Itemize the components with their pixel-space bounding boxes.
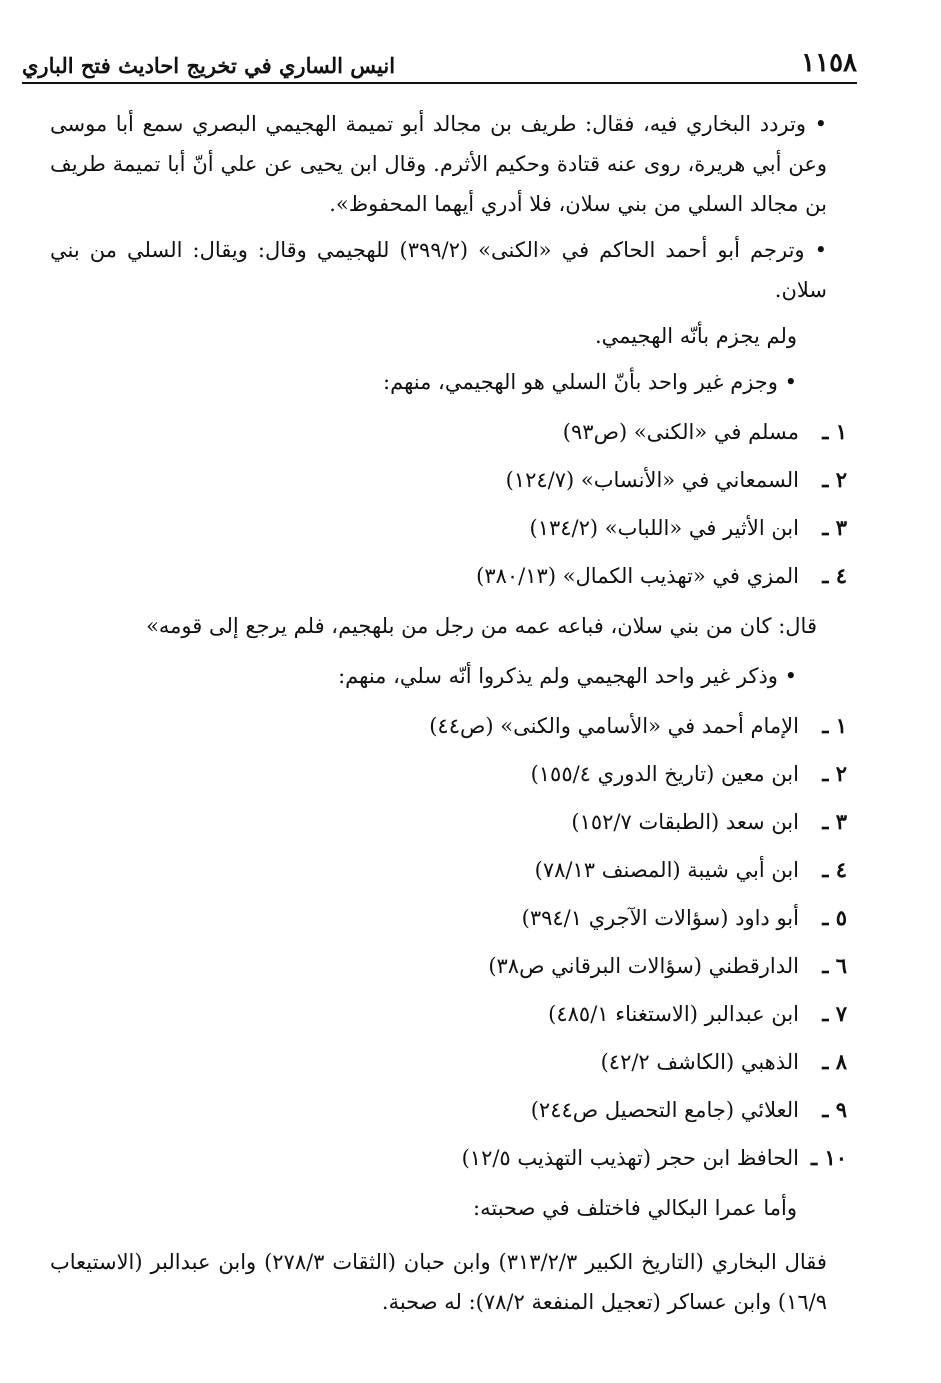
spacer — [50, 1234, 857, 1242]
paragraph-companionship: فقال البخاري (التاريخ الكبير ٣١٣/٢/٣) وابن حبان (الثقات ٢٧٨/٣) وابن عبدالبر (الاستيعاب ١٦/٩) وابن عساكر (تعجيل المنفعة ٧٨/٢): له صحبة. — [50, 1250, 827, 1314]
list-item: ٣ ـ ابن سعد (الطبقات ١٥٢/٧) — [571, 809, 847, 834]
paragraph-no-certainty: ولم يجزم بأنّه الهجيمي. — [594, 324, 797, 348]
paragraph-hakim: • وترجم أبو أحمد الحاكم في «الكنى» (٣٩٩/٢) للهجيمي وقال: ويقال: السلي من بني سلان. — [50, 230, 857, 310]
list-item: ١ ـ الإمام أحمد في «الأسامي والكنى» (ص٤٤) — [429, 713, 847, 738]
list-item: ١٠ ـ الحافظ ابن حجر (تهذيب التهذيب ١٢/٥) — [461, 1145, 847, 1170]
list-item: ٤ ـ ابن أبي شيبة (المصنف ٧٨/١٣) — [534, 857, 847, 882]
page-number: ١١٥٨ — [801, 48, 857, 78]
list-agreeing-scholars — [50, 408, 857, 600]
mizzi-quote: قال: كان من بني سلان، فباعه عمه من رجل من بلهجيم، فلم يرجع إلى قومه» — [146, 614, 817, 638]
list-item: ٣ ـ ابن الأثير في «اللباب» (١٣٤/٢) — [529, 515, 847, 540]
paragraph-others-intro: • وذكر غير واحد الهجيمي ولم يذكروا أنّه سلي، منهم: — [50, 656, 857, 696]
page-body — [50, 104, 857, 1328]
list-item: ٥ ـ أبو داود (سؤالات الآجري ٣٩٤/١) — [521, 905, 847, 930]
paragraph-bakkali: وأما عمرا البكالي فاختلف في صحبته: — [473, 1196, 797, 1220]
list-item: ٢ ـ ابن معين (تاريخ الدوري ١٥٥/٤) — [530, 761, 847, 786]
paragraph-agreement-intro: • وجزم غير واحد بأنّ السلي هو الهجيمي، منهم: — [50, 362, 857, 402]
paragraph-bukhari: • وتردد البخاري فيه، فقال: طريف بن مجالد أبو تميمة الهجيمي البصري سمع أبا موسى وعن أبي هريرة، روى عنه قتادة وحكيم الأثرم. وقال ابن يحيى عن علي أنّ أبا تميمة طريف بن مجالد السلي من بني سلان، فلا أدري أيهما المحفوظ». — [50, 104, 857, 224]
list-item: ٦ ـ الدارقطني (سؤالات البرقاني ص٣٨) — [488, 953, 847, 978]
list-item: ٧ ـ ابن عبدالبر (الاستغناء ٤٨٥/١) — [548, 1001, 847, 1026]
list-item: ٤ ـ المزي في «تهذيب الكمال» (٣٨٠/١٣) — [476, 563, 847, 588]
list-item: ١ ـ مسلم في «الكنى» (ص٩٣) — [562, 419, 847, 444]
list-item: ٩ ـ العلائي (جامع التحصيل ص٢٤٤) — [530, 1097, 847, 1122]
list-item: ٢ ـ السمعاني في «الأنساب» (١٢٤/٧) — [505, 467, 847, 492]
running-title: انيس الساري في تخريج احاديث فتح الباري — [22, 53, 396, 78]
page-header — [22, 34, 857, 84]
list-other-scholars — [50, 702, 857, 1182]
list-item: ٨ ـ الذهبي (الكاشف ٤٢/٢) — [600, 1049, 847, 1074]
